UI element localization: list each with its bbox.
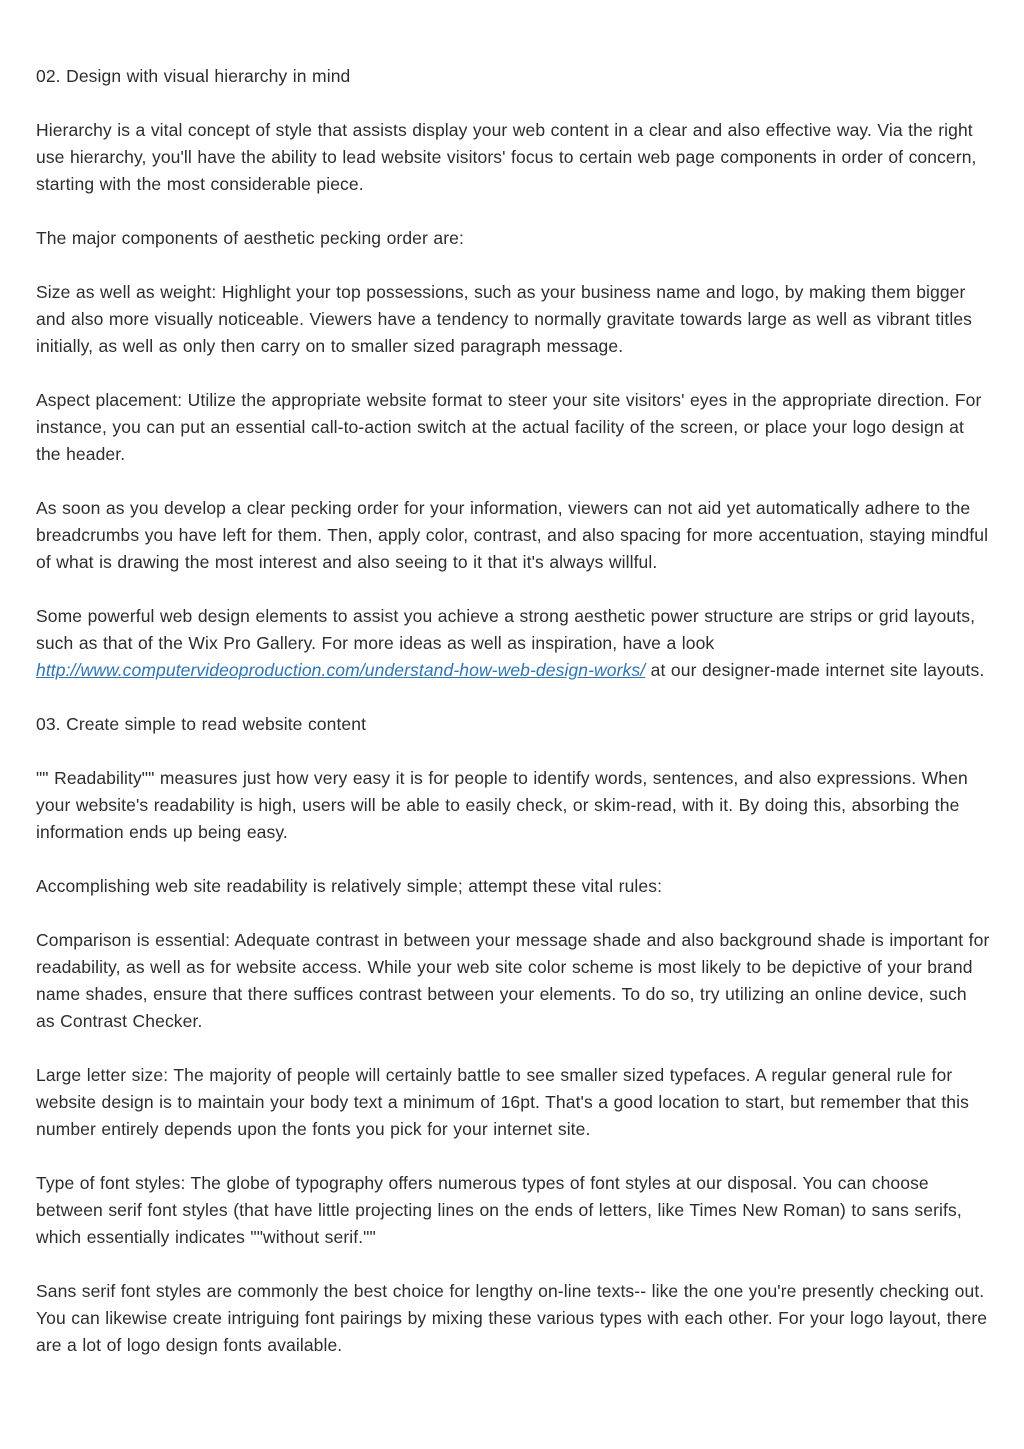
paragraph-hierarchy: Hierarchy is a vital concept of style that assists display your web content in a clear and also effective way. Via the right use hierarchy, you'll have the ability to lead website visitors' focus to certain web page components in order of concern, starting with the most considerable piece. — [36, 120, 977, 194]
paragraph-major-components: The major components of aesthetic pecking order are: — [36, 228, 464, 248]
paragraph-font-styles: Type of font styles: The globe of typography offers numerous types of font styles at our disposal. You can choose between serif font styles (that have little projecting lines on the ends of letters, like Times New Roman) to sans serifs, which essentially indicates ""without serif."" — [36, 1173, 962, 1247]
paragraph-letter-size: Large letter size: The majority of people will certainly battle to see smaller sized typefaces. A regular general rule for website design is to maintain your body text a minimum of 16pt. That's a good location to start, but remember that this number entirely depends upon the fonts you pick for your internet site. — [36, 1065, 969, 1139]
external-link[interactable]: http://www.computervideoproduction.com/understand-how-web-design-works/ — [36, 660, 646, 680]
paragraph-aspect-placement: Aspect placement: Utilize the appropriate website format to steer your site visitors' eyes in the appropriate direction. For instance, you can put an essential call-to-action switch at the actual facility of the screen, or place your logo design at the header. — [36, 390, 982, 464]
paragraph-gallery-post: at our designer-made internet site layouts. — [645, 660, 985, 680]
section-heading-02: 02. Design with visual hierarchy in mind — [36, 66, 351, 86]
paragraph-readability: "" Readability"" measures just how very easy it is for people to identify words, sentences, and also expressions. When your website's readability is high, users will be able to easily check, or skim-read, with it. By doing this, absorbing the information ends up being easy. — [36, 768, 968, 842]
paragraph-size-weight: Size as well as weight: Highlight your top possessions, such as your business name and logo, by making them bigger and also more visually noticeable. Viewers have a tendency to normally gravitate towards large as well as vibrant titles initially, as well as only then carry on to smaller sized paragraph message. — [36, 282, 972, 356]
paragraph-gallery-link — [36, 603, 990, 684]
paragraph-pecking-order: As soon as you develop a clear pecking order for your information, viewers can not aid yet automatically adhere to the breadcrumbs you have left for them. Then, apply color, contrast, and also spacing for more accentuation, staying mindful of what is drawing the most interest and also seeing to it that it's always willful. — [36, 498, 989, 572]
section-heading-03: 03. Create simple to read website content — [36, 714, 367, 734]
paragraph-accomplishing: Accomplishing web site readability is relatively simple; attempt these vital rules: — [36, 876, 663, 896]
paragraph-gallery-pre: Some powerful web design elements to assist you achieve a strong aesthetic power structure are strips or grid layouts, such as that of the Wix Pro Gallery. For more ideas as well as inspiration, have a look — [36, 606, 976, 653]
paragraph-comparison: Comparison is essential: Adequate contrast in between your message shade and also background shade is important for readability, as well as for website access. While your web site color scheme is most likely to be depictive of your brand name shades, ensure that there suffices contrast between your elements. To do so, try utilizing an online device, such as Contrast Checker. — [36, 930, 990, 1031]
paragraph-sans-serif: Sans serif font styles are commonly the best choice for lengthy on-line texts-- like the one you're presently checking out. You can likewise create intriguing font pairings by mixing these various types with each other. For your logo layout, there are a lot of logo design fonts available. — [36, 1281, 988, 1355]
